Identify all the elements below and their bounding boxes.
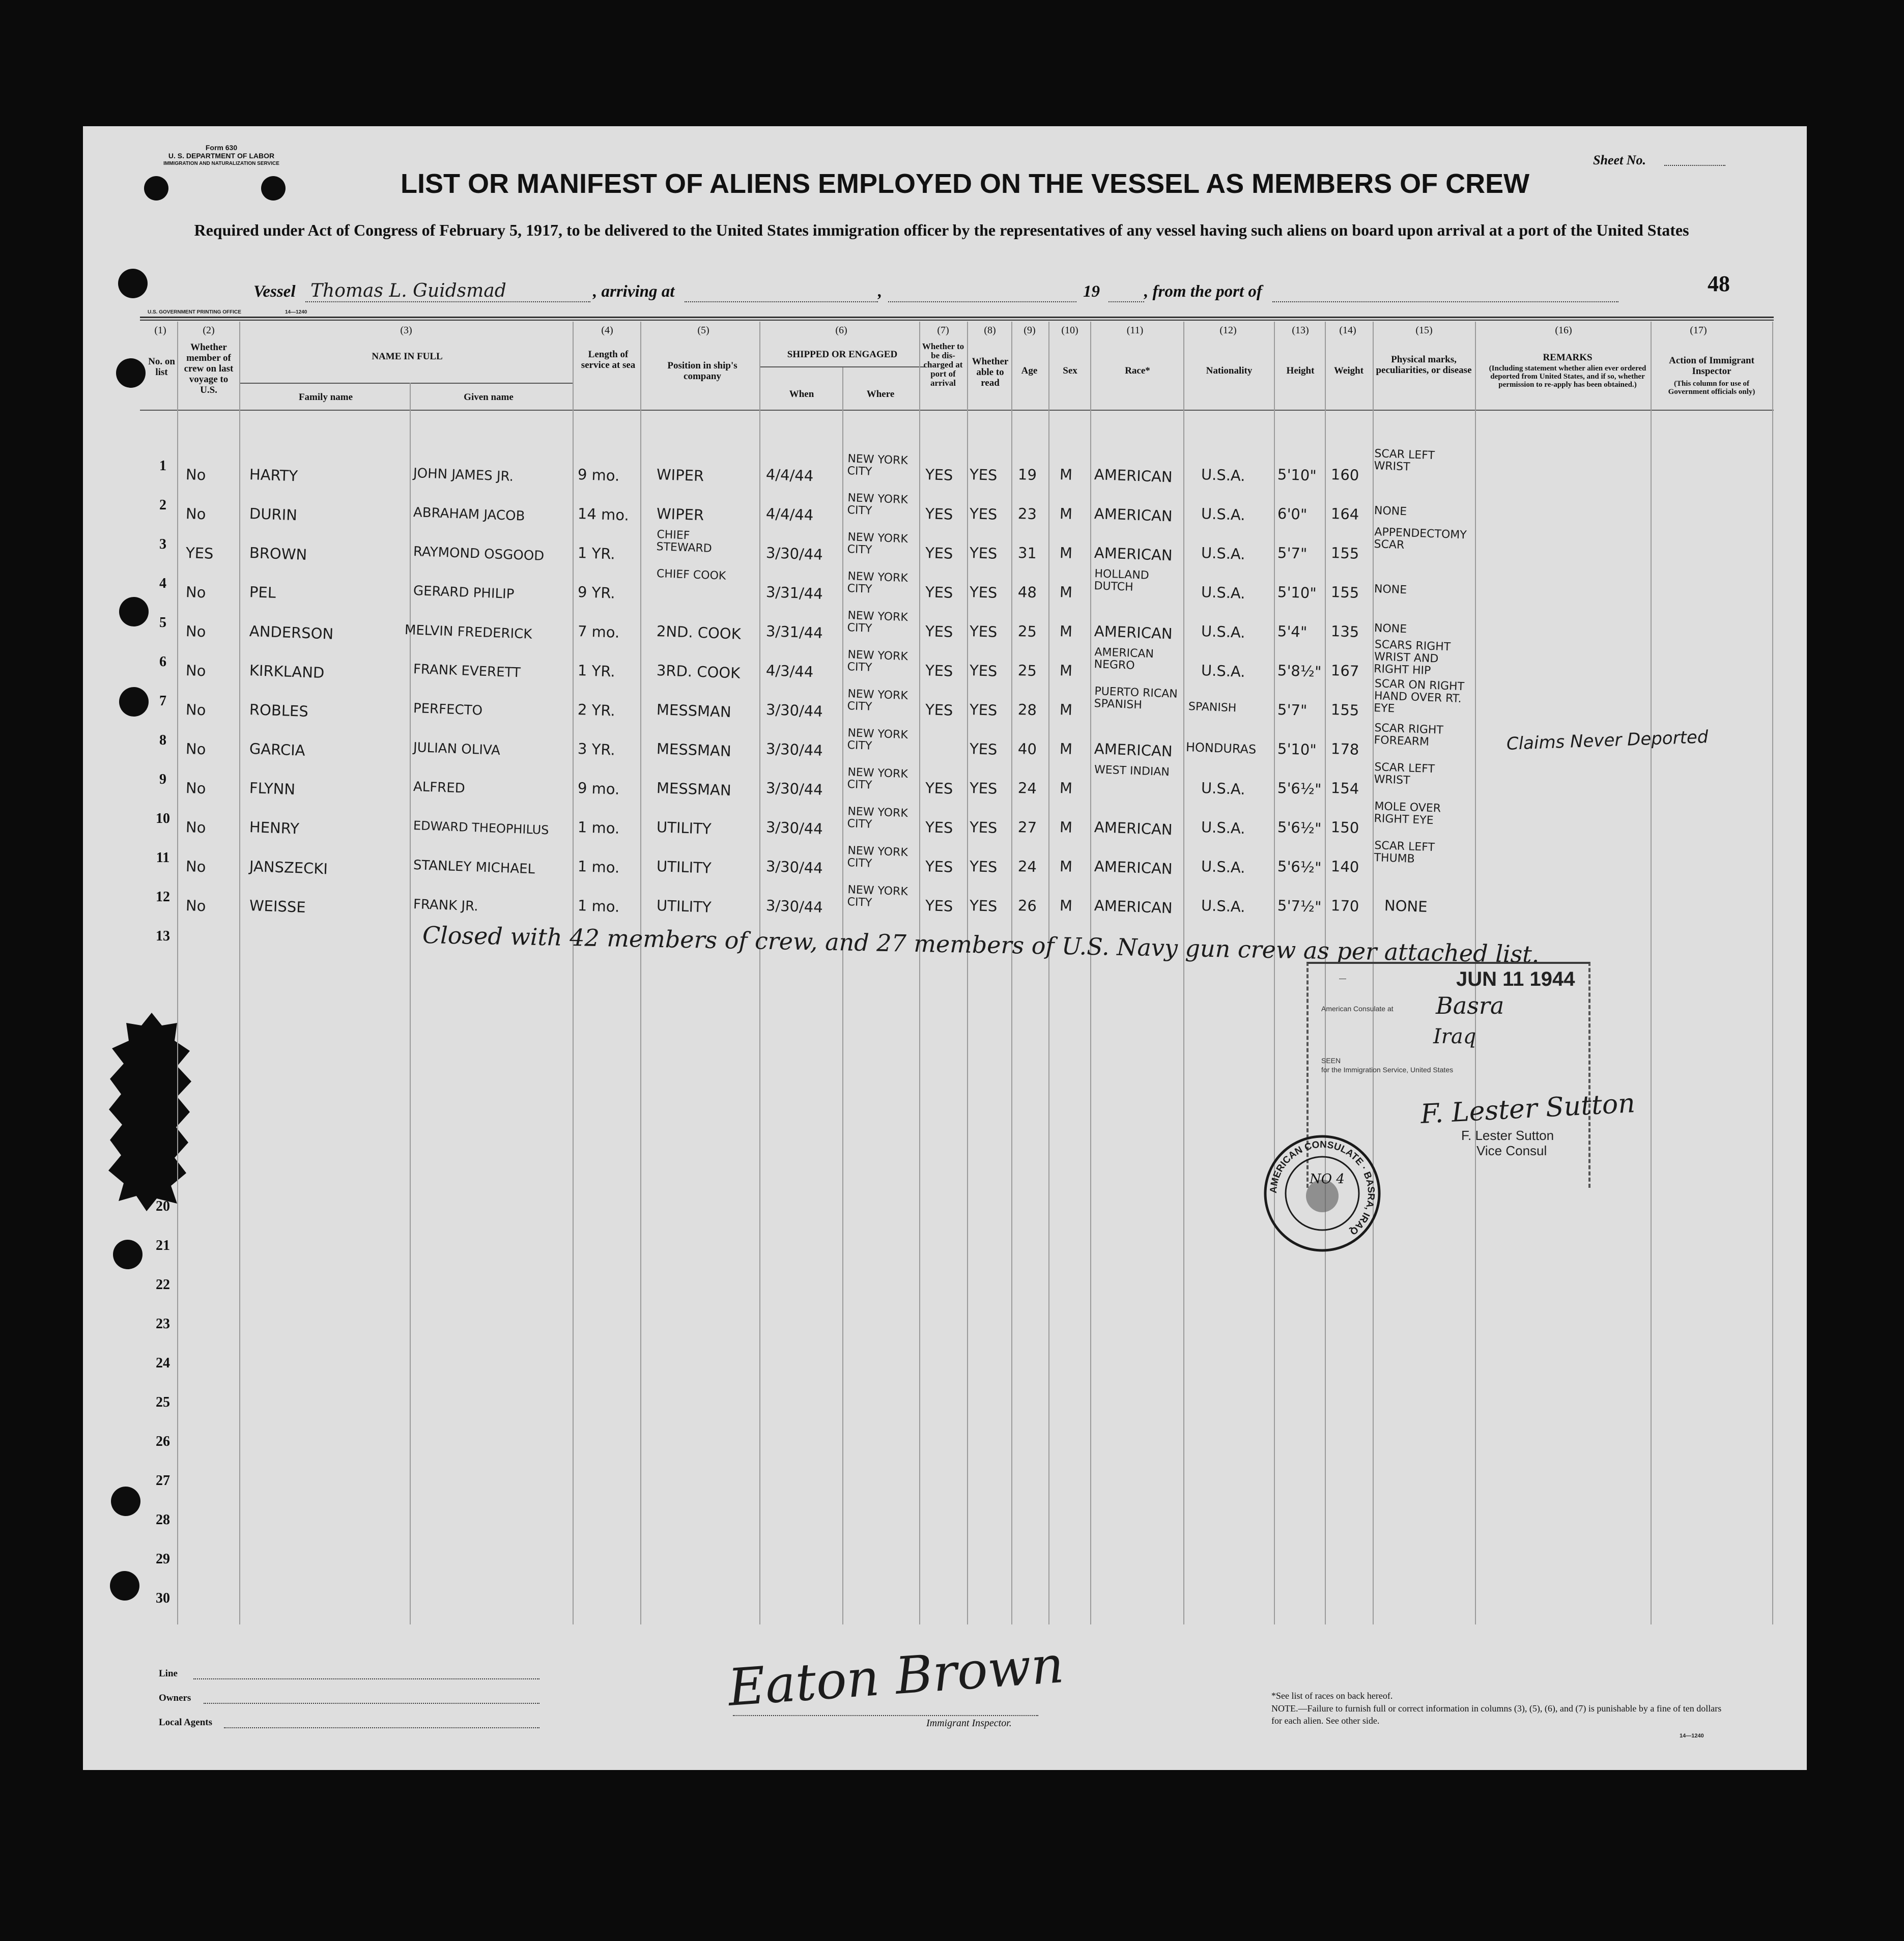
line-field xyxy=(193,1678,539,1679)
closing-note: Closed with 42 members of crew, and 27 members of U.S. Navy gun crew as per attached list. xyxy=(422,921,1540,968)
col-action: Action of Immigrant Inspector xyxy=(1669,355,1754,377)
punch-hole xyxy=(119,597,149,626)
col-discharged: Whether to be dis-charged at port of arrival xyxy=(922,341,964,388)
col-family-name: Family name xyxy=(298,392,353,403)
consul-name: F. Lester Sutton xyxy=(1461,1128,1554,1143)
col-sex: Sex xyxy=(1063,365,1077,376)
page-title: LIST OR MANIFEST OF ALIENS EMPLOYED ON THE VESSEL AS MEMBERS OF CREW xyxy=(401,168,1530,199)
year-label: 19 xyxy=(1083,282,1100,301)
table-top-rule xyxy=(140,317,1774,318)
vessel-name: Thomas L. Guidsmad xyxy=(310,280,506,301)
vessel-label: Vessel xyxy=(253,282,296,301)
races-note: *See list of races on back hereof. xyxy=(1271,1691,1393,1701)
col-nationality: Nationality xyxy=(1206,365,1253,376)
penalty-note: NOTE.—Failure to furnish full or correct information in columns (3), (5), (6), and (7) is punishable by a fine of ten dollars for each alien. See other side. xyxy=(1271,1703,1722,1726)
col-where: Where xyxy=(866,389,895,399)
punch-hole xyxy=(261,176,286,201)
col-when: When xyxy=(789,389,814,399)
consulate-seal xyxy=(1261,1132,1383,1254)
punch-hole xyxy=(144,176,168,201)
printing-office: U.S. GOVERNMENT PRINTING OFFICE xyxy=(148,309,241,315)
remarks-handwritten: Claims Never Deported xyxy=(1506,727,1709,754)
col-no-on-list: No. on list xyxy=(148,356,175,378)
port-label: , from the port of xyxy=(1144,282,1262,301)
local-agents-label: Local Agents xyxy=(159,1717,213,1728)
print-code-bottom: 14—1240 xyxy=(1680,1733,1704,1739)
stamp-seen-label: SEEN xyxy=(1321,1057,1341,1065)
col-physical: Physical marks, peculiarities, or disease xyxy=(1376,354,1472,376)
date-field xyxy=(888,301,1076,302)
header-bottom-rule xyxy=(140,410,1774,411)
col-name-in-full: NAME IN FULL xyxy=(372,351,443,362)
stamp-city: Basra xyxy=(1436,992,1504,1019)
punch-hole xyxy=(119,687,149,717)
stamp-date: JUN 11 1944 xyxy=(1456,968,1575,990)
punch-hole xyxy=(116,358,146,388)
col-remarks-note: (Including statement whether alien ever ordered deported from United States, and if so, whether permission to re-apply has been obtained.) xyxy=(1489,364,1646,389)
stamp-country: Iraq xyxy=(1433,1025,1476,1048)
consul-title: Vice Consul xyxy=(1476,1143,1547,1158)
col-race: Race* xyxy=(1125,365,1150,376)
arriving-field xyxy=(685,301,878,302)
consul-signature: F. Lester Sutton xyxy=(1419,1088,1636,1130)
ink-blot xyxy=(106,1010,192,1214)
form-number: Form 630 xyxy=(205,144,238,152)
seal-number: NO 4 xyxy=(1310,1172,1345,1187)
col-shipped: SHIPPED OR ENGAGED xyxy=(787,349,898,360)
inspector-label: Immigrant Inspector. xyxy=(926,1718,1012,1729)
col-action-note: (This column for use of Government officials only) xyxy=(1668,380,1755,396)
consular-stamp: — JUN 11 1944 American Consulate at Basra Iraq SEEN for the Immigration Service, United States F. Lester Sutton F. Lester Sutton Vice Consul xyxy=(1306,962,1590,1188)
punch-hole xyxy=(113,1240,143,1269)
owners-label: Owners xyxy=(159,1693,191,1703)
print-code-top: 14—1240 xyxy=(285,309,307,315)
year-field xyxy=(1109,301,1144,302)
line-label: Line xyxy=(159,1668,178,1679)
seal-text: AMERICAN CONSULATE · BASRA, IRAQ xyxy=(1268,1139,1377,1237)
local-agents-field xyxy=(224,1727,539,1728)
vessel-field xyxy=(305,301,590,302)
port-field xyxy=(1272,301,1618,302)
punch-hole xyxy=(111,1487,140,1516)
col-position: Position in ship's company xyxy=(667,360,737,382)
stamp-consulate-label: American Consulate at xyxy=(1321,1005,1394,1013)
sheet-number-label: Sheet No. xyxy=(1593,153,1646,167)
inspector-signature: Eaton Brown xyxy=(726,1635,1066,1718)
stamp-for-label: for the Immigration Service, United States xyxy=(1321,1066,1454,1074)
department-name: U. S. DEPARTMENT OF LABOR xyxy=(168,152,275,160)
owners-field xyxy=(204,1703,539,1704)
form-identifier xyxy=(137,144,305,168)
arriving-label: , arriving at xyxy=(593,282,675,301)
service-name: IMMIGRATION AND NATURALIZATION SERVICE xyxy=(163,161,279,166)
col-able-read: Whether able to read xyxy=(972,356,1009,388)
col-length-service: Length of service at sea xyxy=(581,349,636,370)
col-height: Height xyxy=(1286,365,1315,376)
col-member: Whether member of crew on last voyage to U.S. xyxy=(184,342,234,395)
sheet-number-field xyxy=(1664,165,1725,166)
col-given-name: Given name xyxy=(464,392,514,403)
col-age: Age xyxy=(1021,365,1038,376)
page-subtitle: Required under Act of Congress of February 5, 1917, to be delivered to the United States immigration officer by the representatives of any vessel having such aliens on board upon arrival at a port of the United States xyxy=(194,221,1689,239)
punch-hole xyxy=(110,1571,139,1601)
page-number: 48 xyxy=(1708,271,1730,296)
col-remarks: REMARKS xyxy=(1543,352,1593,363)
col-weight: Weight xyxy=(1333,365,1364,376)
punch-hole xyxy=(118,269,148,298)
